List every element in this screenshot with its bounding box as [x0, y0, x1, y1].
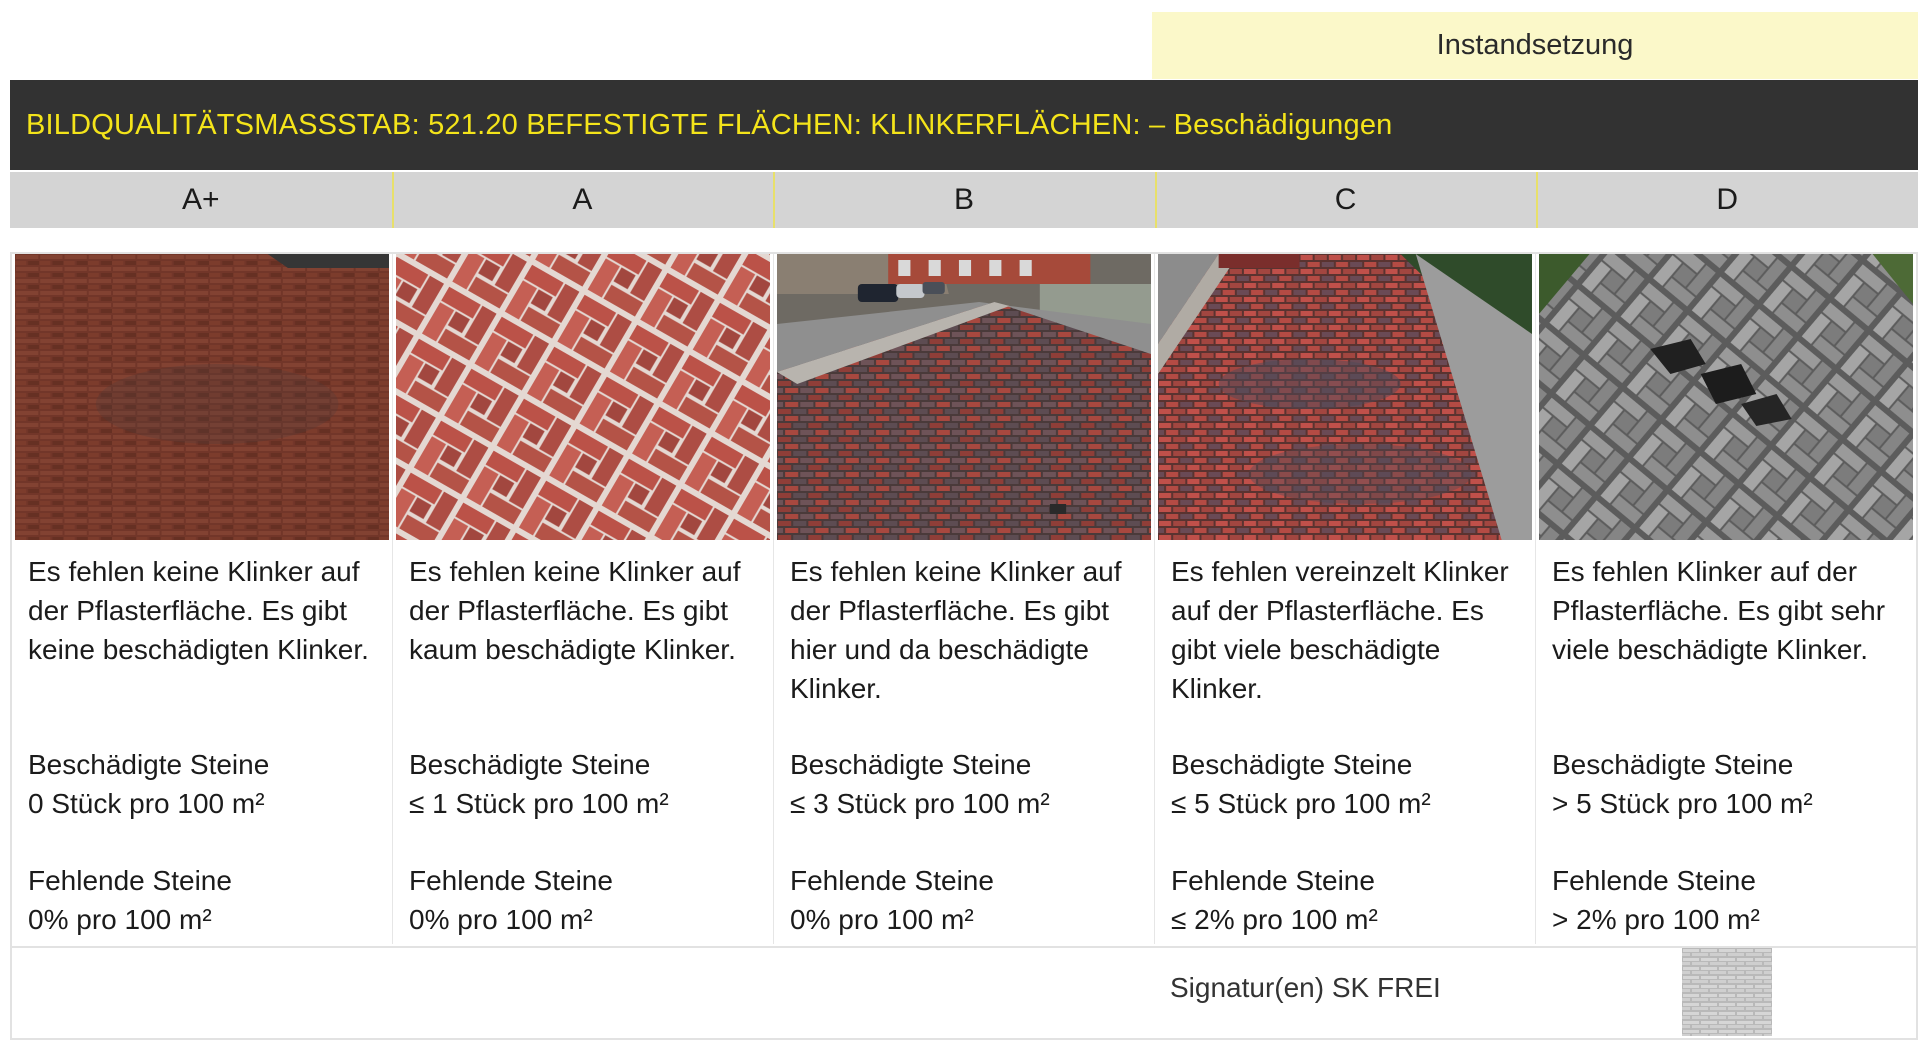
page-title	[10, 80, 1918, 170]
description-line: der Pflasterfläche. Es gibt	[790, 595, 1110, 626]
banner-label: Instandsetzung	[1436, 29, 1634, 61]
signature-label: Signatur(en) SK FREI	[1170, 972, 1441, 1003]
grade-label-b: B	[773, 172, 1155, 228]
damaged-stones	[409, 745, 763, 823]
missing-label: Fehlende Steine	[28, 865, 232, 896]
description	[409, 552, 763, 742]
description-line: gibt viele beschädigte	[1171, 634, 1441, 665]
description	[28, 552, 382, 742]
damaged-label: Beschädigte Steine	[790, 749, 1032, 780]
missing-stones	[1171, 861, 1525, 939]
instandsetzung-banner	[1152, 12, 1918, 79]
description-line: keine beschädigten Klinker.	[28, 634, 369, 665]
description-line: Pflasterfläche. Es gibt sehr	[1552, 595, 1886, 626]
column-b	[773, 254, 1154, 944]
column-d	[1535, 254, 1916, 944]
description-line: hier und da beschädigte	[790, 634, 1089, 665]
signature-row	[12, 946, 1916, 1038]
page-title-text: BILDQUALITÄTSMASSSTAB: 521.20 BEFESTIGTE FLÄCHEN: KLINKERFLÄCHEN: – Beschädigungen	[26, 108, 1393, 141]
missing-value: > 2% pro 100 m²	[1552, 904, 1760, 935]
description-line: Klinker.	[790, 673, 882, 704]
missing-value: 0% pro 100 m²	[790, 904, 974, 935]
damaged-label: Beschädigte Steine	[1171, 749, 1413, 780]
column-a	[392, 254, 773, 944]
missing-stones	[28, 861, 382, 939]
brown-clinker-pavement-photo	[15, 254, 389, 540]
description-line: Es fehlen vereinzelt Klinker	[1171, 556, 1509, 587]
worn-clinker-path-photo	[1158, 254, 1532, 540]
column-c	[1154, 254, 1535, 944]
missing-value: 0% pro 100 m²	[409, 904, 593, 935]
damaged-value: > 5 Stück pro 100 m²	[1552, 788, 1813, 819]
missing-label: Fehlende Steine	[409, 865, 613, 896]
damaged-stones	[790, 745, 1144, 823]
damaged-label: Beschädigte Steine	[1552, 749, 1794, 780]
missing-label: Fehlende Steine	[790, 865, 994, 896]
grade-label-d: D	[1536, 172, 1918, 228]
signature-swatch	[1682, 948, 1772, 1036]
grade-label-a-plus: A+	[182, 183, 220, 216]
description-line: viele beschädigte Klinker.	[1552, 634, 1868, 665]
grade-bar	[10, 172, 1918, 228]
damaged-value: 0 Stück pro 100 m²	[28, 788, 265, 819]
description	[1171, 552, 1525, 742]
description-line: Es fehlen keine Klinker auf	[28, 556, 360, 587]
missing-stones	[1552, 861, 1906, 939]
missing-label: Fehlende Steine	[1552, 865, 1756, 896]
column-a-plus	[12, 254, 392, 944]
description-line: Es fehlen Klinker auf der	[1552, 556, 1858, 587]
description	[1552, 552, 1906, 742]
grade-label-a: A	[392, 172, 774, 228]
damaged-stones	[28, 745, 382, 823]
description-line: auf der Pflasterfläche. Es	[1171, 595, 1484, 626]
missing-stones	[790, 861, 1144, 939]
description-line: der Pflasterfläche. Es gibt	[409, 595, 729, 626]
missing-stones	[409, 861, 763, 939]
damaged-value: ≤ 1 Stück pro 100 m²	[409, 788, 669, 819]
damaged-value: ≤ 5 Stück pro 100 m²	[1171, 788, 1431, 819]
description-line: Es fehlen keine Klinker auf	[790, 556, 1122, 587]
damaged-stones	[1171, 745, 1525, 823]
missing-label: Fehlende Steine	[1171, 865, 1375, 896]
street-with-clinker-sidewalk-photo	[777, 254, 1151, 540]
description-line: Es fehlen keine Klinker auf	[409, 556, 741, 587]
missing-value: 0% pro 100 m²	[28, 904, 212, 935]
damaged-label: Beschädigte Steine	[28, 749, 270, 780]
grey-herringbone-missing-bricks-photo	[1539, 254, 1913, 540]
damaged-value: ≤ 3 Stück pro 100 m²	[790, 788, 1050, 819]
description-line: kaum beschädigte Klinker.	[409, 634, 736, 665]
description-line: Klinker.	[1171, 673, 1263, 704]
red-herringbone-clinker-photo	[396, 254, 770, 540]
missing-value: ≤ 2% pro 100 m²	[1171, 904, 1378, 935]
grade-label-c: C	[1155, 172, 1537, 228]
damaged-stones	[1552, 745, 1906, 823]
description	[790, 552, 1144, 742]
rating-table	[10, 252, 1918, 1040]
damaged-label: Beschädigte Steine	[409, 749, 651, 780]
description-line: der Pflasterfläche. Es gibt	[28, 595, 348, 626]
